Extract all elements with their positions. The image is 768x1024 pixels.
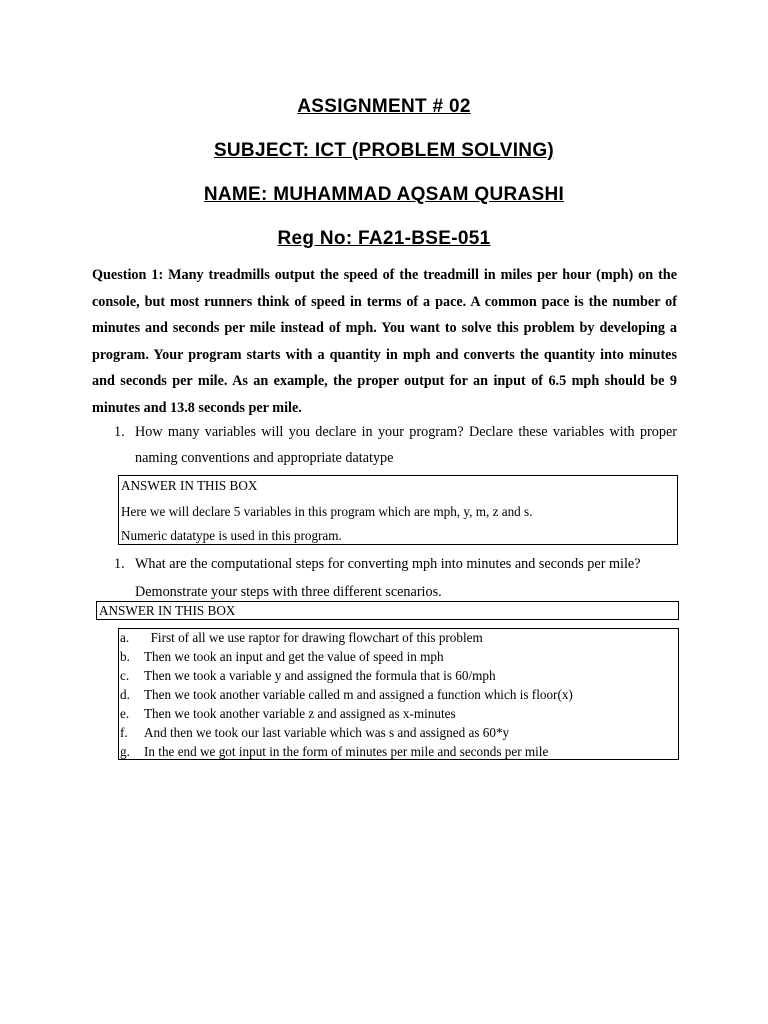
part-1-question xyxy=(114,419,677,471)
part-1-answer-box xyxy=(118,475,678,545)
step-marker: a. xyxy=(120,630,130,645)
step-marker: b. xyxy=(120,649,130,664)
question-1-text: Question 1: Many treadmills output the speed of the treadmill in miles per hour (mph) on the console, but most runners think of speed in terms of a pace. A common pace is the number of minutes and seconds per mile instead of mph. You want to solve this problem by developing a program. Your program starts with a quantity in mph and converts the quantity into minutes and seconds per mile. As an example, the proper output for an input of 6.5 mph should be 9 minutes and 13.8 seconds per mile. xyxy=(92,267,677,416)
step-marker: d. xyxy=(120,687,130,702)
step-item xyxy=(119,628,678,647)
part-1-answer-label: ANSWER IN THIS BOX xyxy=(121,478,258,493)
step-marker: g. xyxy=(120,744,130,759)
part-1-text: How many variables will you declare in your program? Declare these variables with proper naming conventions and appropriate datatype xyxy=(135,424,677,466)
step-item xyxy=(119,647,678,666)
part-2-answer-label-box xyxy=(96,601,679,620)
step-text: Then we took a variable y and assigned the formula that is 60/mph xyxy=(144,668,496,683)
step-text: In the end we got input in the form of minutes per mile and seconds per mile xyxy=(144,744,549,759)
step-marker: e. xyxy=(120,706,130,721)
step-text: Then we took an input and get the value of speed in mph xyxy=(144,649,444,664)
part-1-answer-line-2: Numeric datatype is used in this program. xyxy=(121,528,342,543)
part-2-answer-label: ANSWER IN THIS BOX xyxy=(99,603,236,618)
part-2-number: 1. xyxy=(114,556,125,572)
step-item xyxy=(119,704,678,723)
part-1-answer-line-1: Here we will declare 5 variables in this program which are mph, y, m, z and s. xyxy=(121,504,533,519)
step-text: Then we took another variable called m and assigned a function which is floor(x) xyxy=(144,687,573,702)
step-text: Then we took another variable z and assigned as x-minutes xyxy=(144,706,456,721)
part-2-line-2: Demonstrate your steps with three different scenarios. xyxy=(135,584,442,600)
step-text: And then we took our last variable which was s and assigned as 60*y xyxy=(144,725,510,740)
assignment-heading: ASSIGNMENT # 02 xyxy=(297,96,471,117)
part-1-number: 1. xyxy=(114,424,125,440)
name-heading: NAME: MUHAMMAD AQSAM QURASHI xyxy=(203,184,565,205)
step-marker: f. xyxy=(120,725,128,740)
step-text: First of all we use raptor for drawing flowchart of this problem xyxy=(144,630,483,645)
step-marker: c. xyxy=(120,668,130,683)
part-2-question xyxy=(114,551,677,605)
part-2-line-1: What are the computational steps for converting mph into minutes and seconds per mile? xyxy=(135,556,641,572)
step-item xyxy=(119,742,678,761)
part-2-steps-box xyxy=(118,628,679,760)
step-item xyxy=(119,685,678,704)
subject-heading: SUBJECT: ICT (PROBLEM SOLVING) xyxy=(213,140,555,161)
step-item xyxy=(119,723,678,742)
reg-heading: Reg No: FA21-BSE-051 xyxy=(277,228,491,249)
step-item xyxy=(119,666,678,685)
